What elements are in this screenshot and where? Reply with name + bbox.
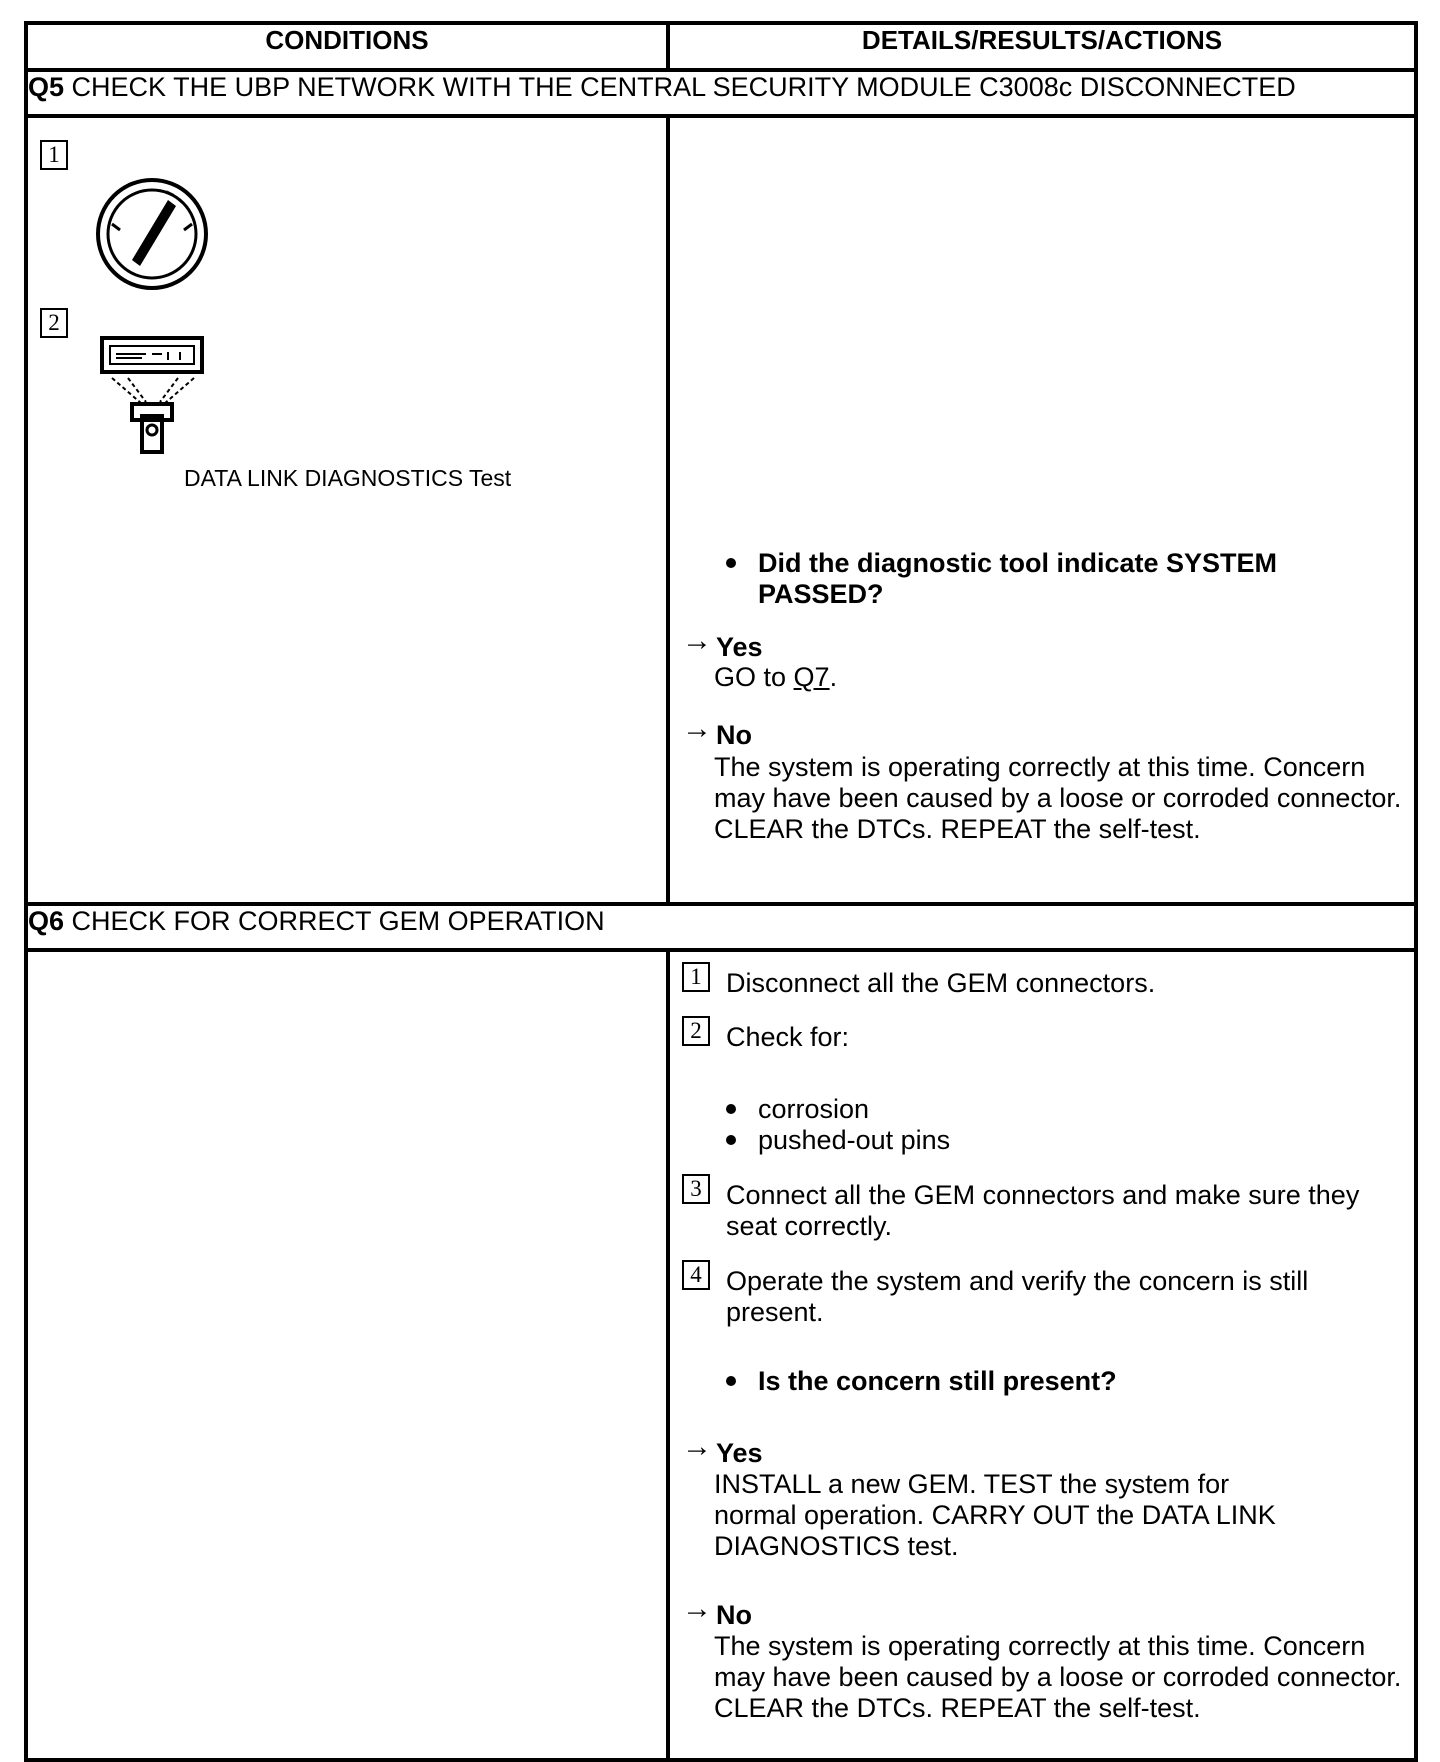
bullet-dot xyxy=(726,1135,736,1145)
q5-question xyxy=(726,548,1366,610)
q5-yes-action xyxy=(714,662,837,693)
q6-yes-action: INSTALL a new GEM. TEST the system for normal operation. CARRY OUT the DATA LINK DIAGNOSTICS test. xyxy=(714,1469,1276,1561)
q6-body-row xyxy=(26,950,1416,1760)
q6-step1-box: 1 xyxy=(682,962,710,992)
header-details: DETAILS/RESULTS/ACTIONS xyxy=(668,23,1416,70)
q5-no-action: The system is operating correctly at this time. Concern may have been caused by a loose or corroded connector. CLEAR the DTCs. REPEAT the self-test. xyxy=(714,752,1402,844)
q6-check-item-text: pushed-out pins xyxy=(758,1125,951,1155)
q6-step4-text: Operate the system and verify the concern is still present. xyxy=(726,1266,1309,1327)
q6-step3-box: 3 xyxy=(682,1174,710,1204)
q6-title xyxy=(26,904,1416,950)
q5-no-label: No xyxy=(716,720,752,750)
q5-title xyxy=(26,70,1416,116)
q5-yes-action-prefix: GO to xyxy=(714,662,794,692)
right-arrow-icon: → xyxy=(682,1430,712,1463)
q6-check-item xyxy=(726,1125,950,1156)
q5-conditions xyxy=(26,116,668,904)
q5-id: Q5 xyxy=(28,72,65,102)
table-header-row xyxy=(26,23,1416,70)
q6-check-item-text: corrosion xyxy=(758,1094,870,1124)
q5-details xyxy=(668,116,1416,904)
procedure-table xyxy=(24,21,1418,1762)
q6-yes-label: Yes xyxy=(716,1438,763,1468)
q6-step4-box: 4 xyxy=(682,1260,710,1290)
q5-step2-box: 2 xyxy=(40,308,68,338)
q5-question-text: Did the diagnostic tool indicate SYSTEM PASSED? xyxy=(758,548,1278,609)
diagnostic-tool-icon xyxy=(98,334,208,456)
q5-step1-box: 1 xyxy=(40,140,68,170)
bullet-dot xyxy=(726,1376,736,1386)
right-arrow-icon: → xyxy=(682,1592,712,1625)
q6-question-text: Is the concern still present? xyxy=(758,1366,1117,1396)
q5-diag-label: DATA LINK DIAGNOSTICS Test xyxy=(184,465,512,491)
q6-details xyxy=(668,950,1416,1760)
bullet-dot xyxy=(726,1104,736,1114)
q6-step1-text: Disconnect all the GEM connectors. xyxy=(726,968,1156,998)
q6-step2-text: Check for: xyxy=(726,1022,850,1052)
q6-no-label: No xyxy=(716,1600,752,1630)
q6-title-row xyxy=(26,904,1416,950)
q5-title-text: CHECK THE UBP NETWORK WITH THE CENTRAL SECURITY MODULE C3008c DISCONNECTED xyxy=(71,72,1296,102)
bullet-dot xyxy=(726,558,736,568)
q5-yes-action-suffix: . xyxy=(829,662,838,692)
q5-title-row xyxy=(26,70,1416,116)
q5-goto-q7-link[interactable]: Q7 xyxy=(793,662,830,692)
q6-check-item xyxy=(726,1094,869,1125)
q6-question xyxy=(726,1366,1366,1397)
procedure-sheet xyxy=(24,21,1414,1758)
q6-conditions xyxy=(26,950,668,1760)
right-arrow-icon: → xyxy=(682,624,712,657)
q6-step3-text: Connect all the GEM connectors and make sure they seat correctly. xyxy=(726,1180,1360,1241)
right-arrow-icon: → xyxy=(682,712,712,745)
q6-id: Q6 xyxy=(28,906,65,936)
q6-title-text: CHECK FOR CORRECT GEM OPERATION xyxy=(71,906,605,936)
ignition-key-icon xyxy=(92,174,212,294)
q5-yes-label: Yes xyxy=(716,632,763,662)
q6-no-action: The system is operating correctly at this time. Concern may have been caused by a loose or corroded connector. CLEAR the DTCs. REPEAT the self-test. xyxy=(714,1631,1402,1723)
q6-step2-box: 2 xyxy=(682,1016,710,1046)
q5-body-row xyxy=(26,116,1416,904)
header-conditions: CONDITIONS xyxy=(26,23,668,70)
